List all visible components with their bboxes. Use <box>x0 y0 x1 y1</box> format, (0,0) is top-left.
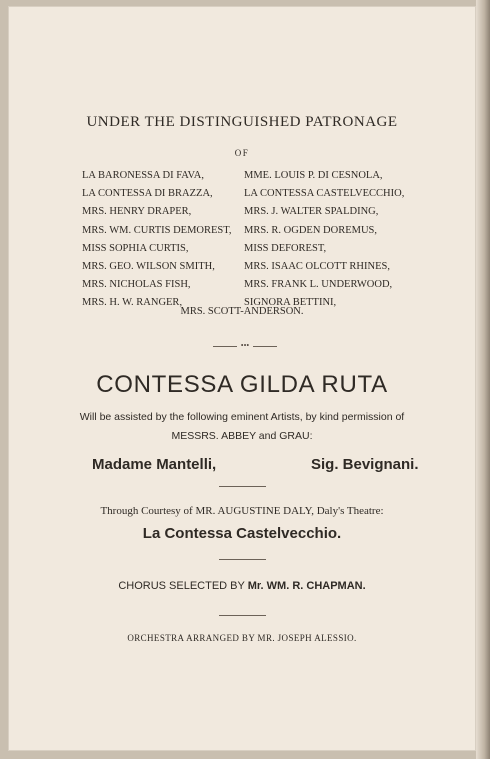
patron-name: MRS. FRANK L. UNDERWOOD, <box>244 279 393 291</box>
patron-last: MRS. SCOTT-ANDERSON. <box>180 306 304 317</box>
chorus-line <box>8 580 476 592</box>
chorus-prefix: CHORUS SELECTED BY <box>118 580 245 592</box>
patron-name: LA CONTESSA CASTELVECCHIO, <box>244 188 405 200</box>
artist-mantelli: Madame Mantelli, <box>92 456 217 473</box>
performer-name: CONTESSA GILDA RUTA <box>96 371 388 398</box>
castelvecchio-name: La Contessa Castelvecchio. <box>142 525 342 542</box>
patron-name: MRS. R. OGDEN DOREMUS, <box>244 224 378 236</box>
patron-name: LA BARONESSA DI FAVA, <box>82 170 204 181</box>
patron-column-right <box>244 167 404 313</box>
patronage-of: OF <box>234 148 250 158</box>
courtesy-line: Through Courtesy of MR. AUGUSTINE DALY, Daly's Theatre: <box>100 505 384 517</box>
patron-name: LA CONTESSA DI BRAZZA, <box>82 188 213 200</box>
patron-name: MRS. GEO. WILSON SMITH, <box>82 261 215 273</box>
messrs-line: MESSRS. ABBEY and GRAU: <box>171 430 313 442</box>
divider-rule <box>219 559 266 560</box>
patron-name: MRS. NICHOLAS FISH, <box>82 279 191 291</box>
patron-name: SIGNORA BETTINI, <box>244 297 337 309</box>
patron-name: MRS. HENRY DRAPER, <box>82 206 192 218</box>
patron-name: MISS DEFOREST, <box>244 242 327 254</box>
divider-rule <box>219 615 266 616</box>
patron-name: MISS SOPHIA CURTIS, <box>82 242 189 254</box>
patron-name: MRS. ISAAC OLCOTT RHINES, <box>244 261 390 273</box>
chorus-director: Mr. WM. R. CHAPMAN. <box>247 580 366 592</box>
patron-name: MRS. J. WALTER SPALDING, <box>244 206 379 218</box>
patron-column-left <box>82 167 232 313</box>
divider-ornament: ••• <box>237 343 253 349</box>
page-edge-shadow <box>476 0 490 759</box>
patron-name: MRS. H. W. RANGER, <box>82 297 183 309</box>
patron-name: MRS. WM. CURTIS DEMOREST, <box>82 224 232 236</box>
assist-line: Will be assisted by the following eminent Artists, by kind permission of <box>79 411 405 423</box>
document-page <box>8 6 476 751</box>
patronage-title: UNDER THE DISTINGUISHED PATRONAGE <box>86 114 398 130</box>
orchestra-line: ORCHESTRA ARRANGED BY MR. JOSEPH ALESSIO. <box>127 633 357 643</box>
patron-name: MME. LOUIS P. DI CESNOLA, <box>244 170 383 181</box>
divider-rule <box>219 486 266 487</box>
artist-bevignani: Sig. Bevignani. <box>311 456 419 473</box>
